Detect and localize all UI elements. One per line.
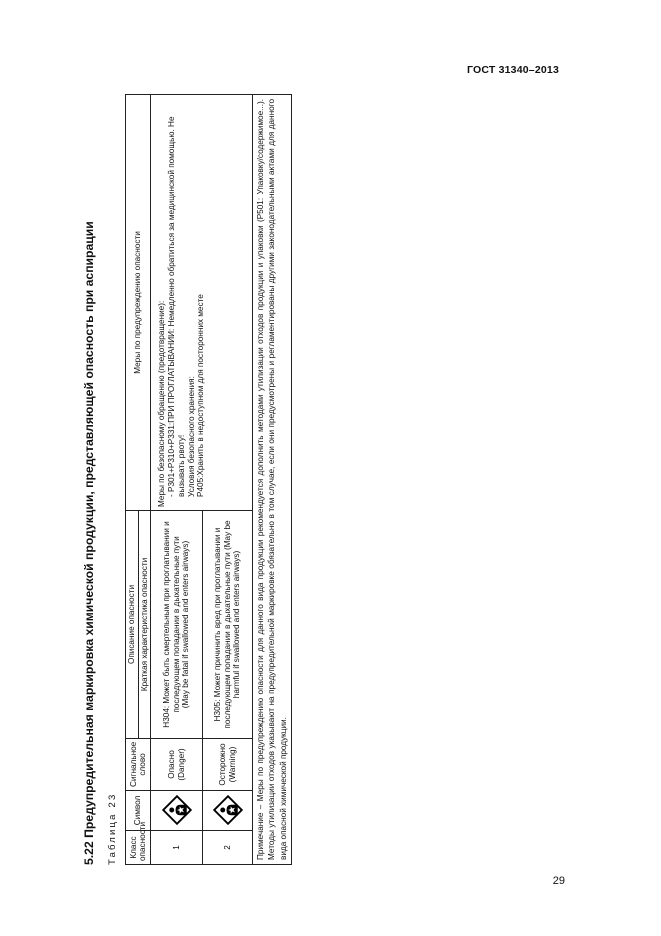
table-header-row-1 (126, 95, 139, 865)
section-title: 5.22 Предупредительная маркировка химической продукции, представляющей опасность при аспирации (82, 221, 96, 865)
class-cell: 1 (151, 831, 203, 865)
hazard-table (125, 94, 292, 865)
short-characteristic-cell (151, 511, 203, 739)
measures-cell (151, 95, 253, 511)
header-short-characteristic: Краткая характеристика опасности (138, 511, 151, 739)
table-row (151, 95, 203, 865)
table-note: Примечание – Меры по предупреждению опасности для данного вида продукции рекомендуется дополнить методами утилизации отходов продукции и упаковки (Р501: Упаковку/содержимое...). Методы утилизации отходов указывают на предупредительной маркировке обязательно в том случае, если они предусмотрены и регламентированы другими законодательными актами для данного вида опасной химической продукции. (253, 95, 292, 865)
signal-word-cell: Осторожно (Warning) (203, 739, 253, 791)
header-hazard-description: Описание опасности (126, 511, 139, 739)
document-code: ГОСТ 31340–2013 (466, 64, 559, 76)
short-characteristic-cell: Н305: Может причинить вред при проглатывании и последующем попадании в дыхательные пути (May be harmful if swallowed and enters airways) (203, 511, 253, 739)
table-label: Таблица 23 (107, 792, 118, 865)
measures-line-1: Меры по безопасному обращению (предотвращение): (157, 300, 167, 507)
health-hazard-pictogram-icon (213, 796, 243, 826)
header-measures: Меры по предупреждению опасности (126, 95, 151, 511)
header-signal-word: Сигнальное слово (126, 739, 151, 791)
measures-line-4: Р405:Хранить в недоступном для посторонних месте (196, 294, 206, 497)
signal-word-cell: Опасно (Danger) (151, 739, 203, 791)
symbol-cell (151, 791, 203, 831)
page-number: 29 (552, 875, 565, 887)
measures-line-3: Условия безопасного хранения: (186, 376, 196, 497)
rotated-page-content (82, 95, 330, 865)
table-note-row (253, 95, 292, 865)
header-symbol: Символ (126, 791, 151, 831)
health-hazard-pictogram-icon (162, 796, 192, 826)
symbol-cell (203, 791, 253, 831)
short-characteristic-ru: Н304: Может быть смертельным при проглатывании и последующем попадании в дыхательные пути (162, 521, 181, 728)
header-class: Класс опасности (126, 831, 151, 865)
measures-line-2: - Р301+Р310+Р331:ПРИ ПРОГЛАТЫВАНИИ: Немедленно обратиться за медицинской помощью. Не вызывать рвоту! (166, 116, 186, 497)
short-characteristic-en: (May be fatal if swallowed and enters airways) (181, 540, 191, 709)
class-cell: 2 (203, 831, 253, 865)
